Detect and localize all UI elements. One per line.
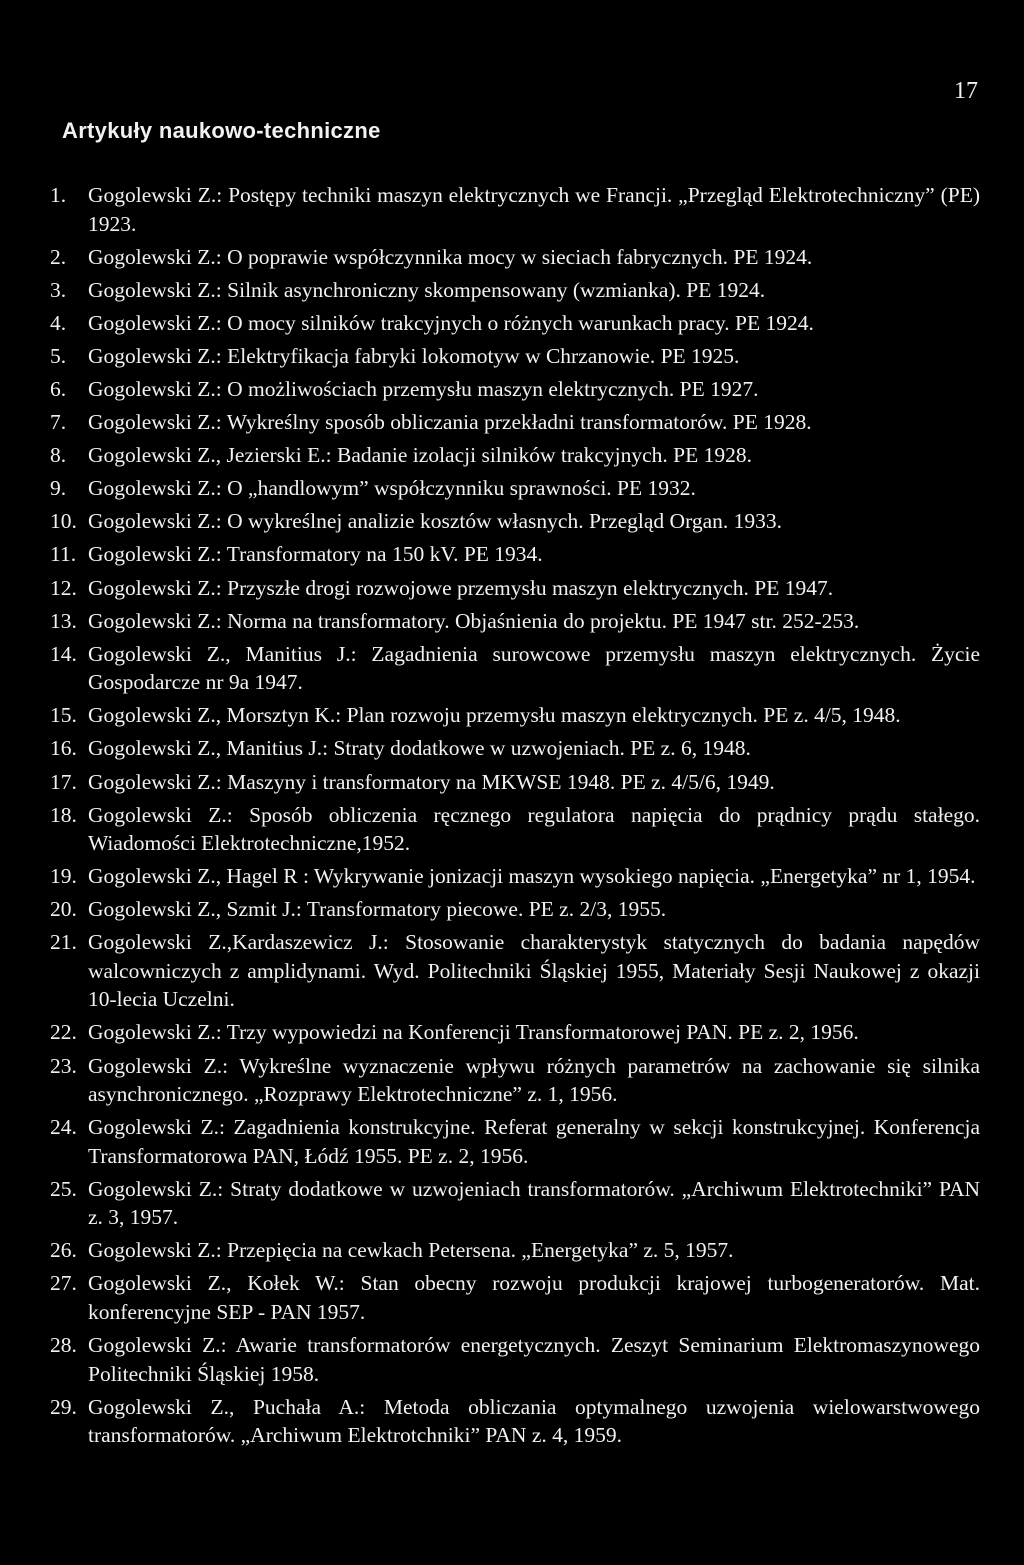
bibliography-entry [0, 734, 1024, 763]
entry-number: 18. [50, 802, 77, 827]
bibliography-entry [0, 607, 1024, 636]
entry-text: Gogolewski Z.: O poprawie współczynnika mocy w sieciach fabrycznych. PE 1924. [88, 244, 813, 269]
bibliography-entry [0, 1269, 1024, 1326]
bibliography-entry [0, 1175, 1024, 1232]
entry-number: 24. [50, 1115, 77, 1140]
entry-text: Gogolewski Z., Manitius J.: Straty dodatkowe w uzwojeniach. PE z. 6, 1948. [88, 736, 751, 761]
entry-text: Gogolewski Z.: Awarie transformatorów energetycznych. Zeszyt Seminarium Elektromaszynowego Politechniki Śląskiej 1958. [88, 1333, 980, 1386]
entry-text: Gogolewski Z.: Zagadnienia konstrukcyjne. Referat generalny w sekcji konstrukcyjnej. Konferencja Transformatorowa PAN, Łódź 1955. PE z. 2, 1956. [88, 1115, 980, 1168]
entry-text: Gogolewski Z.: Przepięcia na cewkach Petersena. „Energetyka” z. 5, 1957. [88, 1238, 734, 1263]
entry-text: Gogolewski Z., Morsztyn K.: Plan rozwoju przemysłu maszyn elektrycznych. PE z. 4/5, 1948. [88, 703, 901, 728]
entry-number: 21. [50, 930, 77, 955]
entry-text: Gogolewski Z.: Wykreślne wyznaczenie wpływu różnych parametrów na zachowanie się silnika asynchronicznego. „Rozprawy Elektrotechniczne” z. 1, 1956. [88, 1053, 980, 1107]
entry-number: 28. [50, 1333, 77, 1358]
entry-text: Gogolewski Z., Jezierski E.: Badanie izolacji silników trakcyjnych. PE 1928. [88, 443, 752, 468]
entry-number: 10. [50, 509, 77, 534]
bibliography-entry [0, 276, 1024, 305]
entry-text: Gogolewski Z.: O wykreślnej analizie kosztów własnych. Przegląd Organ. 1933. [88, 509, 783, 534]
entry-text: Gogolewski Z.: O „handlowym” współczynniku sprawności. PE 1932. [88, 476, 696, 501]
entry-text: Gogolewski Z.: O możliwościach przemysłu maszyn elektrycznych. PE 1927. [88, 376, 759, 401]
bibliography-entry [0, 1052, 1024, 1109]
bibliography-entry [0, 342, 1024, 371]
entry-text: Gogolewski Z., Szmit J.: Transformatory piecowe. PE z. 2/3, 1955. [88, 897, 667, 922]
bibliography-entry [0, 507, 1024, 536]
entry-number: 6. [50, 376, 67, 401]
bibliography-entry [0, 474, 1024, 503]
entry-number: 8. [50, 443, 67, 468]
bibliography-entry [0, 768, 1024, 797]
entry-number: 11. [50, 542, 77, 567]
entry-number: 2. [50, 244, 67, 269]
entry-number: 20. [50, 897, 77, 922]
entry-text: Gogolewski Z.: Sposób obliczenia ręcznego regulatora napięcia do prądnicy prądu stałego. Wiadomości Elektrotechniczne,1952. [88, 802, 980, 856]
entry-number: 26. [50, 1238, 77, 1263]
bibliography-entry [0, 181, 1024, 238]
bibliography-entry [0, 375, 1024, 404]
entry-number: 5. [50, 343, 67, 368]
bibliography-entry [0, 441, 1024, 470]
entry-number: 19. [50, 864, 77, 889]
entry-text: Gogolewski Z.: Transformatory na 150 kV. PE 1934. [88, 542, 543, 567]
entry-number: 25. [50, 1176, 77, 1201]
entry-number: 7. [50, 410, 67, 435]
bibliography-entry [0, 1331, 1024, 1388]
entry-text: Gogolewski Z.: Silnik asynchroniczny skompensowany (wzmianka). PE 1924. [88, 277, 766, 302]
entry-number: 15. [50, 703, 77, 728]
entry-number: 23. [50, 1053, 77, 1078]
bibliography-entry [0, 1393, 1024, 1450]
entry-text: Gogolewski Z.: Norma na transformatory. Objaśnienia do projektu. PE 1947 str. 252-253. [88, 608, 860, 633]
entry-text: Gogolewski Z.: Trzy wypowiedzi na Konferencji Transformatorowej PAN. PE z. 2, 1956. [88, 1020, 859, 1045]
entry-number: 3. [50, 277, 67, 302]
entry-text: Gogolewski Z.,Kardaszewicz J.: Stosowanie charakterystyk statycznych do badania napędów walcowniczych z amplidynami. Wyd. Politechniki Śląskiej 1955, Materiały Sesji Naukowej z okazji 10-lecia Uczelni. [88, 930, 980, 1012]
bibliography-entry [0, 801, 1024, 858]
bibliography-entry [0, 895, 1024, 924]
entry-number: 4. [50, 310, 67, 335]
entry-text: Gogolewski Z.: Przyszłe drogi rozwojowe przemysłu maszyn elektrycznych. PE 1947. [88, 575, 834, 600]
bibliography-entry [0, 928, 1024, 1014]
entry-text: Gogolewski Z.: O mocy silników trakcyjnych o różnych warunkach pracy. PE 1924. [88, 310, 814, 335]
bibliography-entry [0, 640, 1024, 697]
bibliography-entry [0, 1113, 1024, 1170]
entry-text: Gogolewski Z., Hagel R : Wykrywanie jonizacji maszyn wysokiego napięcia. „Energetyka” nr 1, 1954. [88, 864, 976, 889]
bibliography-entry [0, 1018, 1024, 1047]
bibliography-entry [0, 862, 1024, 891]
bibliography-entry [0, 1236, 1024, 1265]
bibliography-list [0, 181, 1024, 1454]
entry-number: 1. [50, 183, 67, 207]
bibliography-entry [0, 408, 1024, 437]
bibliography-entry [0, 309, 1024, 338]
entry-text: Gogolewski Z.: Wykreślny sposób obliczania przekładni transformatorów. PE 1928. [88, 410, 812, 435]
entry-text: Gogolewski Z., Manitius J.: Zagadnienia surowcowe przemysłu maszyn elektrycznych. Życie Gospodarcze nr 9a 1947. [88, 641, 980, 695]
entry-number: 17. [50, 769, 77, 794]
entry-number: 9. [50, 476, 67, 501]
entry-text: Gogolewski Z., Puchała A.: Metoda obliczania optymalnego uzwojenia wielowarstwowego transformatorów. „Archiwum Elektrotchniki” PAN z. 4, 1959. [88, 1394, 980, 1448]
entry-number: 22. [50, 1020, 77, 1045]
bibliography-entry [0, 574, 1024, 603]
entry-text: Gogolewski Z.: Postępy techniki maszyn elektrycznych we Francji. „Przegląd Elektrotechniczny” (PE) 1923. [88, 183, 980, 236]
entry-text: Gogolewski Z.: Straty dodatkowe w uzwojeniach transformatorów. „Archiwum Elektrotechniki” PAN z. 3, 1957. [88, 1176, 980, 1230]
entry-number: 29. [50, 1394, 77, 1419]
bibliography-entry [0, 243, 1024, 272]
bibliography-entry [0, 701, 1024, 730]
entry-number: 12. [50, 575, 77, 600]
section-title: Artykuły naukowo-techniczne [62, 118, 381, 143]
entry-text: Gogolewski Z., Kołek W.: Stan obecny rozwoju produkcji krajowej turbogeneratorów. Mat. konferencyjne SEP - PAN 1957. [88, 1271, 980, 1324]
bibliography-entry [0, 540, 1024, 569]
entry-number: 27. [50, 1271, 77, 1296]
entry-text: Gogolewski Z.: Elektryfikacja fabryki lokomotyw w Chrzanowie. PE 1925. [88, 343, 740, 368]
entry-number: 16. [50, 736, 77, 761]
entry-number: 14. [50, 641, 77, 666]
entry-number: 13. [50, 608, 77, 633]
page-number: 17 [954, 78, 978, 104]
entry-text: Gogolewski Z.: Maszyny i transformatory na MKWSE 1948. PE z. 4/5/6, 1949. [88, 769, 775, 794]
